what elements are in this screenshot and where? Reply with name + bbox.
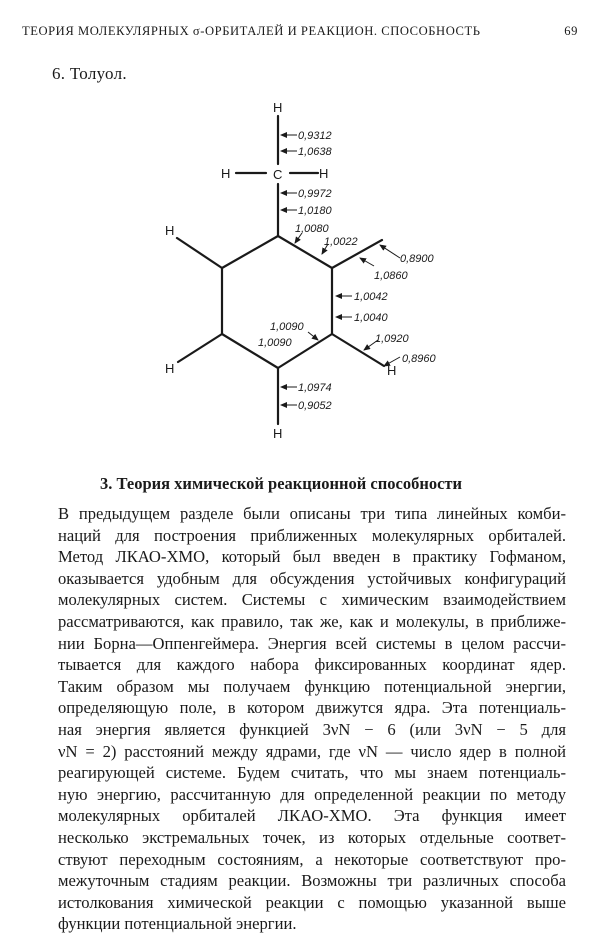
atom-h-methyl-top: H: [273, 100, 283, 115]
charge-values: [258, 130, 437, 412]
value-label: 1,0022: [324, 236, 358, 248]
bond-lines: [177, 116, 384, 424]
toluene-diagram: [0, 95, 600, 455]
running-title: ТЕОРИЯ МОЛЕКУЛЯРНЫХ σ-ОРБИТАЛЕЙ И РЕАКЦИОН. СПОСОБНОСТЬ: [22, 24, 481, 38]
value-label: 1,0974: [298, 382, 332, 394]
text-line: Метод ЛКАО-ХМО, который был введен в практику Гофманом,: [58, 547, 566, 567]
value-label: 0,9312: [298, 130, 332, 142]
atom-h-methyl-left: H: [221, 166, 231, 181]
text-line: определяющую поле, в котором движутся ядра. Эта потенциаль-: [58, 698, 566, 718]
atom-h-ring-lower-left: H: [165, 361, 175, 376]
text-line: тывается для каждого набора фиксированных координат ядер.: [58, 655, 566, 675]
atom-h-ring-bottom: H: [273, 426, 283, 441]
text-line: межуточным стадиям реакции. Возможны три различных способа: [58, 871, 566, 891]
text-line: молекулярных орбиталей ЛКАО-ХМО. Эта функция имеет: [58, 806, 566, 826]
section-heading: 3. Теория химической реакционной способности: [100, 474, 463, 493]
text-line: молекулярных систем. Системы с химическим взаимодействием: [58, 590, 566, 610]
atom-h-ring-lower-right: H: [387, 363, 397, 378]
value-label: 0,8900: [400, 253, 434, 265]
value-label: 0,9972: [298, 188, 332, 200]
page-number: 69: [564, 24, 578, 38]
value-label: 1,0180: [298, 205, 332, 217]
text-line: рассматриваются, как правило, так же, как и молекулы, в приближе-: [58, 611, 566, 631]
value-label: 0,8960: [402, 353, 436, 365]
value-label: 0,9052: [298, 400, 332, 412]
value-label: 1,0920: [375, 333, 409, 345]
text-line: ную энергию, рассчитанную для определенной реакции по методу: [58, 784, 566, 804]
text-line: νN = 2) расстояний между ядрами, где νN — число ядер в полной: [58, 741, 566, 761]
value-label: 1,0860: [374, 270, 408, 282]
value-label: 1,0040: [354, 312, 388, 324]
atom-h-ring-upper-left: H: [165, 223, 175, 238]
value-label: 1,0638: [298, 146, 332, 158]
figure-caption: 6. Толуол.: [52, 64, 127, 83]
value-label: 1,0090: [258, 337, 292, 349]
text-line: истолкования химической реакции с помощью указанной выше: [58, 892, 566, 912]
text-line: ствуют переходным состояниям, а некоторые соответствуют про-: [58, 849, 566, 869]
running-head: [22, 24, 578, 39]
text-line: наций для построения приближенных молекулярных орбиталей.: [58, 525, 566, 545]
atom-labels: [165, 100, 396, 441]
value-label: 1,0080: [295, 223, 329, 235]
text-line: функции потенциальной энергии.: [58, 914, 297, 934]
text-line: ная энергия является функцией 3νN − 6 (или 3νN − 5 для: [58, 719, 566, 739]
atom-c-methyl: C: [273, 167, 283, 182]
text-line: нии Борна—Оппенгеймера. Энергия всей системы в целом рассчи-: [58, 633, 566, 653]
text-line: Таким образом мы получаем функцию потенциальной энергии,: [58, 676, 566, 696]
text-line: оказывается удобным для обсуждения устойчивых конфигураций: [58, 568, 566, 588]
atom-h-methyl-right: H: [319, 166, 329, 181]
text-line: реагирующей системе. Будем считать, что мы знаем потенциаль-: [58, 763, 566, 783]
value-label: 1,0042: [354, 291, 388, 303]
text-line: В предыдущем разделе были описаны три типа линейных комби-: [58, 504, 566, 523]
value-label: 1,0090: [270, 321, 304, 333]
body-paragraph: [58, 504, 566, 936]
text-line: несколько экстремальных точек, из которых отдельные соответ-: [58, 827, 566, 847]
